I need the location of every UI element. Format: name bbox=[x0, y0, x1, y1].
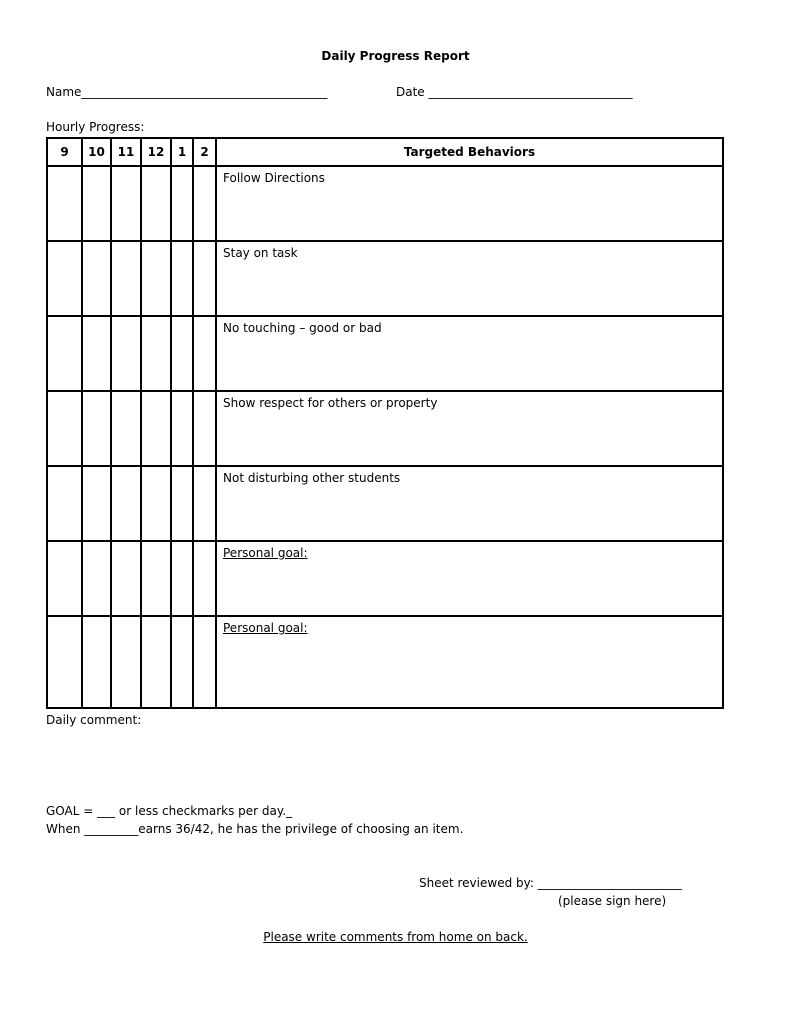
behavior-label: No touching – good or bad bbox=[223, 321, 382, 335]
check-cell[interactable] bbox=[141, 391, 171, 466]
behavior-cell bbox=[216, 391, 723, 466]
table-row bbox=[47, 166, 723, 241]
table-row bbox=[47, 316, 723, 391]
check-cell[interactable] bbox=[171, 466, 193, 541]
date-field[interactable]: Date __________________________________ bbox=[396, 85, 633, 99]
check-cell[interactable] bbox=[111, 241, 141, 316]
check-cell[interactable] bbox=[171, 391, 193, 466]
table-header-row bbox=[47, 138, 723, 166]
home-comments-note: Please write comments from home on back. bbox=[263, 930, 528, 944]
behavior-cell bbox=[216, 541, 723, 616]
check-cell[interactable] bbox=[111, 541, 141, 616]
check-cell[interactable] bbox=[193, 541, 216, 616]
check-cell[interactable] bbox=[47, 166, 82, 241]
table-row bbox=[47, 241, 723, 316]
check-cell[interactable] bbox=[171, 616, 193, 708]
behavior-label: Show respect for others or property bbox=[223, 396, 438, 410]
hour-header-11: 11 bbox=[111, 138, 141, 166]
check-cell[interactable] bbox=[111, 316, 141, 391]
daily-comment-label: Daily comment: bbox=[46, 713, 142, 727]
check-cell[interactable] bbox=[193, 616, 216, 708]
behavior-label: Not disturbing other students bbox=[223, 471, 401, 485]
table-row bbox=[47, 391, 723, 466]
hour-header-1: 1 bbox=[171, 138, 193, 166]
behavior-label: Stay on task bbox=[223, 246, 298, 260]
check-cell[interactable] bbox=[47, 316, 82, 391]
check-cell[interactable] bbox=[171, 316, 193, 391]
check-cell[interactable] bbox=[82, 391, 111, 466]
check-cell[interactable] bbox=[111, 391, 141, 466]
hour-header-12: 12 bbox=[141, 138, 171, 166]
check-cell[interactable] bbox=[141, 166, 171, 241]
table-row bbox=[47, 466, 723, 541]
behavior-cell bbox=[216, 241, 723, 316]
table-row bbox=[47, 616, 723, 708]
behavior-cell bbox=[216, 316, 723, 391]
check-cell[interactable] bbox=[82, 616, 111, 708]
check-cell[interactable] bbox=[47, 466, 82, 541]
check-cell[interactable] bbox=[82, 166, 111, 241]
sheet-reviewed-field[interactable]: Sheet reviewed by: ________________________ bbox=[419, 876, 682, 890]
check-cell[interactable] bbox=[47, 541, 82, 616]
hour-header-10: 10 bbox=[82, 138, 111, 166]
check-cell[interactable] bbox=[193, 391, 216, 466]
check-cell[interactable] bbox=[47, 616, 82, 708]
check-cell[interactable] bbox=[141, 541, 171, 616]
check-cell[interactable] bbox=[47, 241, 82, 316]
check-cell[interactable] bbox=[141, 616, 171, 708]
hour-header-9: 9 bbox=[47, 138, 82, 166]
behaviors-header: Targeted Behaviors bbox=[216, 138, 723, 166]
behavior-cell bbox=[216, 616, 723, 708]
hour-header-2: 2 bbox=[193, 138, 216, 166]
personal-goal-label: Personal goal: bbox=[223, 546, 308, 560]
check-cell[interactable] bbox=[171, 241, 193, 316]
check-cell[interactable] bbox=[111, 616, 141, 708]
table-row bbox=[47, 541, 723, 616]
name-field[interactable]: Name_________________________________________ bbox=[46, 85, 328, 99]
page-title: Daily Progress Report bbox=[321, 49, 470, 63]
personal-goal-label: Personal goal: bbox=[223, 621, 308, 635]
goal-line: GOAL = ___ or less checkmarks per day._ bbox=[46, 804, 293, 818]
check-cell[interactable] bbox=[193, 241, 216, 316]
check-cell[interactable] bbox=[193, 466, 216, 541]
check-cell[interactable] bbox=[47, 391, 82, 466]
behavior-cell bbox=[216, 166, 723, 241]
check-cell[interactable] bbox=[82, 316, 111, 391]
signature-hint: (please sign here) bbox=[558, 894, 667, 908]
check-cell[interactable] bbox=[111, 166, 141, 241]
check-cell[interactable] bbox=[193, 316, 216, 391]
check-cell[interactable] bbox=[82, 466, 111, 541]
behavior-cell bbox=[216, 466, 723, 541]
check-cell[interactable] bbox=[82, 241, 111, 316]
behavior-label: Follow Directions bbox=[223, 171, 325, 185]
check-cell[interactable] bbox=[111, 466, 141, 541]
check-cell[interactable] bbox=[171, 166, 193, 241]
privilege-line: When _________earns 36/42, he has the privilege of choosing an item. bbox=[46, 822, 464, 836]
check-cell[interactable] bbox=[171, 541, 193, 616]
check-cell[interactable] bbox=[141, 316, 171, 391]
check-cell[interactable] bbox=[141, 466, 171, 541]
hourly-progress-label: Hourly Progress: bbox=[46, 120, 145, 134]
check-cell[interactable] bbox=[193, 166, 216, 241]
progress-table bbox=[46, 137, 724, 709]
check-cell[interactable] bbox=[141, 241, 171, 316]
check-cell[interactable] bbox=[82, 541, 111, 616]
